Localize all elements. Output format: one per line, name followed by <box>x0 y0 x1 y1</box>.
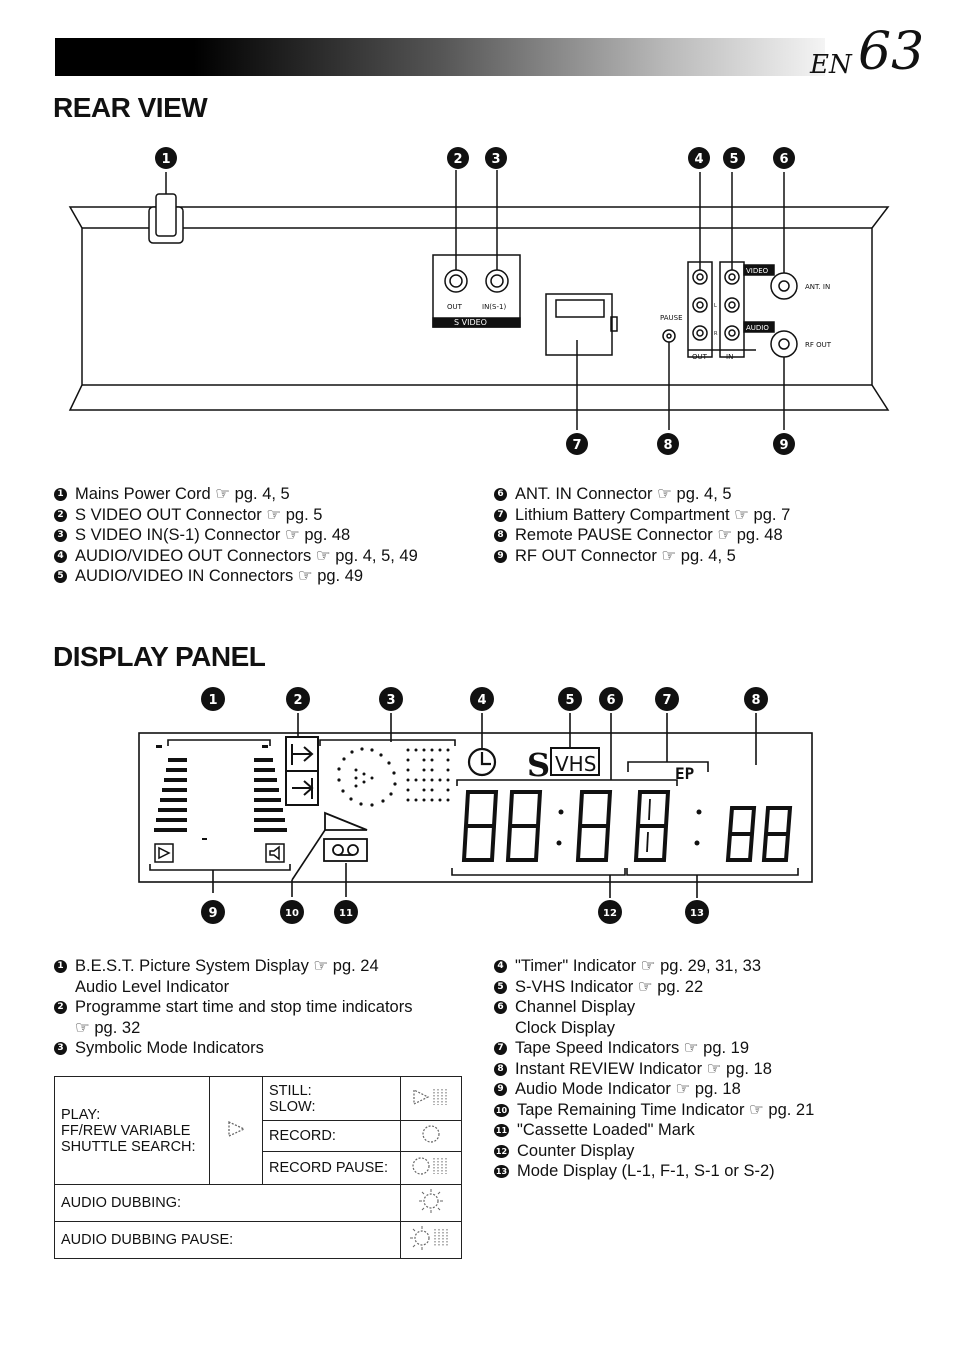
legend-item: 4 AUDIO/VIDEO OUT Connectors ☞ pg. 4, 5, 49 <box>54 546 418 567</box>
seg-digit <box>508 792 540 860</box>
display-callout-13 <box>685 900 709 924</box>
rca-in-label: IN <box>726 353 734 361</box>
record-cell: RECORD: <box>263 1121 401 1152</box>
record-pause-icon-cell <box>401 1152 462 1185</box>
legend-item: 1 Mains Power Cord ☞ pg. 4, 5 <box>54 484 418 505</box>
display-callout-1 <box>201 687 225 711</box>
display-callout-2 <box>286 687 310 711</box>
display-callout-11 <box>334 900 358 924</box>
legend-item: 9 Audio Mode Indicator ☞ pg. 18 <box>494 1079 814 1100</box>
svg-text:3: 3 <box>491 152 501 167</box>
seg-digit <box>636 792 668 860</box>
svg-text:1: 1 <box>161 152 171 167</box>
svg-text:7: 7 <box>662 693 672 708</box>
audio-dubbing-pause-cell: AUDIO DUBBING PAUSE: <box>55 1222 401 1259</box>
legend-item: 5 S-VHS Indicator ☞ pg. 22 <box>494 977 814 998</box>
svideo-label: S VIDEO <box>454 318 487 327</box>
svg-text:10: 10 <box>285 908 299 919</box>
rf-out-label: RF OUT <box>805 341 832 349</box>
legend-item: 8 Instant REVIEW Indicator ☞ pg. 18 <box>494 1059 814 1080</box>
legend-item: 12 Counter Display <box>495 1141 635 1160</box>
rca-out-label: OUT <box>692 353 707 361</box>
record-icon <box>420 1124 442 1144</box>
svg-text:4: 4 <box>477 693 487 708</box>
svg-text:1: 1 <box>208 693 218 708</box>
seg-digit <box>578 792 610 860</box>
legend-item: 4 "Timer" Indicator ☞ pg. 29, 31, 33 <box>494 956 814 977</box>
language-label: EN <box>810 50 852 80</box>
mode-indicator-table <box>54 1076 462 1259</box>
display-panel-title: DISPLAY PANEL <box>53 641 266 672</box>
svg-text:4: 4 <box>694 152 704 167</box>
display-callout-12 <box>598 900 622 924</box>
play-cell: PLAY: FF/REW VARIABLE SHUTTLE SEARCH: <box>55 1077 210 1185</box>
record-icon-cell <box>401 1121 462 1152</box>
legend-item: 6 Channel Display <box>494 997 814 1018</box>
svhs-text: VHS <box>555 752 597 776</box>
still-icon-cell <box>401 1077 462 1121</box>
svg-text:2: 2 <box>293 693 303 708</box>
svg-text:9: 9 <box>208 906 218 921</box>
display-legend-right <box>494 956 814 1182</box>
svg-text:8: 8 <box>663 438 673 453</box>
display-callout-4 <box>470 687 494 711</box>
display-callout-3 <box>379 687 403 711</box>
svg-text:2: 2 <box>453 152 463 167</box>
audio-dubbing-cell: AUDIO DUBBING: <box>55 1185 401 1222</box>
legend-item: 6 ANT. IN Connector ☞ pg. 4, 5 <box>494 484 790 505</box>
record-pause-cell: RECORD PAUSE: <box>263 1152 401 1185</box>
display-callout-10 <box>280 900 304 924</box>
display-callout-5 <box>558 687 582 711</box>
legend-item: 5 AUDIO/VIDEO IN Connectors ☞ pg. 49 <box>54 566 418 587</box>
audio-tag-label: AUDIO <box>746 324 769 332</box>
svg-text:12: 12 <box>603 908 617 919</box>
legend-item: 10 Tape Remaining Time Indicator ☞ pg. 21 <box>495 1100 815 1119</box>
legend-item-cont: ☞ pg. 32 <box>75 1018 141 1037</box>
display-legend-left <box>54 956 412 1059</box>
rca-l-label: L <box>714 303 717 309</box>
legend-item: 2 Programme start time and stop time indicators <box>54 997 412 1018</box>
audio-dubbing-pause-icon <box>409 1225 453 1251</box>
audio-dubbing-icon <box>416 1188 446 1214</box>
legend-item: 13 Mode Display (L-1, F-1, S-1 or S-2) <box>495 1162 775 1180</box>
legend-item: 11 "Cassette Loaded" Mark <box>495 1121 695 1139</box>
play-icon-cell <box>210 1077 263 1185</box>
record-pause-icon <box>410 1155 452 1177</box>
pause-label: PAUSE <box>660 314 683 322</box>
svg-text:11: 11 <box>339 908 353 919</box>
svg-text:6: 6 <box>779 152 789 167</box>
legend-item: 9 RF OUT Connector ☞ pg. 4, 5 <box>494 546 790 567</box>
svg-text:9: 9 <box>779 438 789 453</box>
svideo-out-label: OUT <box>447 303 462 311</box>
svg-text:13: 13 <box>690 908 704 919</box>
svg-text:8: 8 <box>751 693 761 708</box>
ep-text: EP <box>675 764 695 783</box>
legend-item: 3 S VIDEO IN(S-1) Connector ☞ pg. 48 <box>54 525 418 546</box>
svg-text:5: 5 <box>729 152 739 167</box>
display-callout-9 <box>201 900 225 924</box>
legend-item-cont: Clock Display <box>515 1018 615 1037</box>
video-tag-label: VIDEO <box>746 267 769 275</box>
rca-r-label: R <box>714 331 718 337</box>
still-slow-icon <box>410 1086 452 1108</box>
legend-item: 2 S VIDEO OUT Connector ☞ pg. 5 <box>54 505 418 526</box>
seg-digit <box>728 808 754 860</box>
display-callout-8 <box>744 687 768 711</box>
display-callout-6 <box>599 687 623 711</box>
legend-item-cont: Audio Level Indicator <box>75 977 230 996</box>
svg-text:6: 6 <box>606 693 616 708</box>
svideo-in-label: IN(S-1) <box>482 303 507 311</box>
seg-digit <box>464 792 496 860</box>
rear-view-title: REAR VIEW <box>53 92 208 123</box>
legend-item: 3 Symbolic Mode Indicators <box>54 1038 412 1059</box>
display-callout-7 <box>655 687 679 711</box>
svg-text:3: 3 <box>386 693 396 708</box>
page-number: 63 <box>858 22 925 82</box>
svg-text:7: 7 <box>572 438 582 453</box>
play-icon <box>225 1119 247 1139</box>
still-cell: STILL: SLOW: <box>263 1077 401 1121</box>
legend-item: 1 B.E.S.T. Picture System Display ☞ pg. 24 <box>54 956 412 977</box>
audio-dubbing-icon-cell <box>401 1185 462 1222</box>
seg-digit <box>764 808 790 860</box>
ant-in-label: ANT. IN <box>805 283 831 291</box>
legend-item: 7 Tape Speed Indicators ☞ pg. 19 <box>494 1038 814 1059</box>
legend-item: 7 Lithium Battery Compartment ☞ pg. 7 <box>494 505 790 526</box>
audio-dubbing-pause-icon-cell <box>401 1222 462 1259</box>
svg-text:S: S <box>527 746 551 784</box>
svg-text:5: 5 <box>565 693 575 708</box>
legend-item: 8 Remote PAUSE Connector ☞ pg. 48 <box>494 525 790 546</box>
